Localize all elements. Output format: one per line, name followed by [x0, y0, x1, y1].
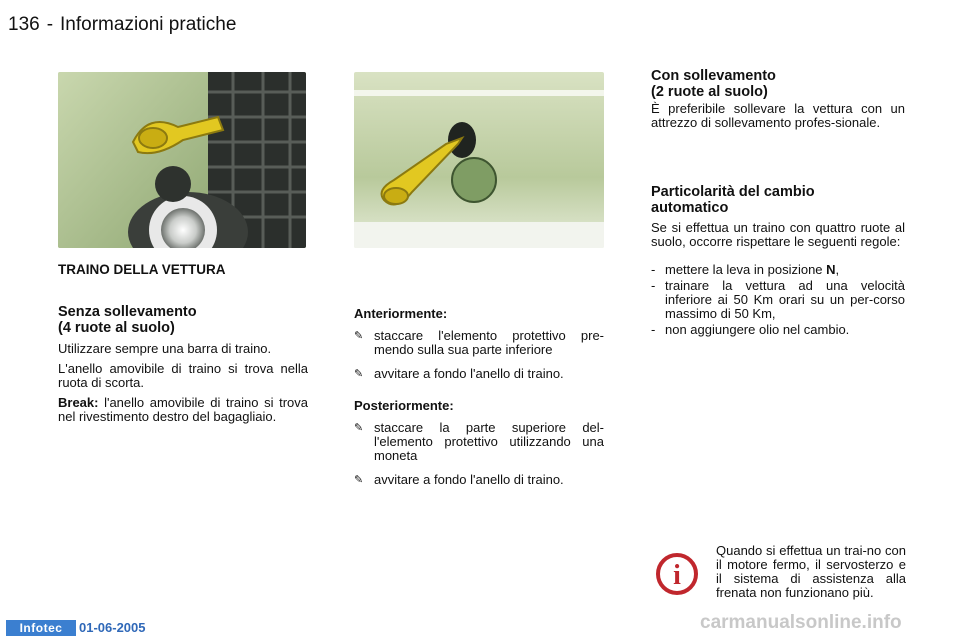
auto-rule-3-text: non aggiungere olio nel cambio.: [665, 322, 850, 337]
rear-item-1: [354, 421, 604, 463]
footer-date: 01-06-2005: [79, 620, 146, 635]
front-tow-photo: [58, 72, 306, 248]
pencil-bullet-icon: ✎: [354, 474, 364, 486]
info-letter: i: [673, 560, 681, 591]
lift-text: È preferibile sollevare la vettura con un attrezzo di sollevamento profes-sionale.: [651, 101, 905, 130]
front-item-2-text: avvitare a fondo l'anello di traino.: [374, 366, 564, 381]
auto-title-line2: automatico: [651, 200, 729, 216]
front-label: Anteriormente:: [354, 306, 448, 321]
auto-rule-2-text: trainare la vettura ad una velocità inferiore ai 50 Km orari su un per-corso massimo di 50 Km,: [665, 278, 905, 321]
front-item-1-text: staccare l'elemento protettivo pre-mendo sulla sua parte inferiore: [374, 328, 604, 357]
auto-title-line1: Particolarità del cambio: [651, 184, 815, 200]
pencil-bullet-icon: ✎: [354, 330, 364, 342]
front-tow-illustration: [58, 72, 306, 248]
rear-item-1-text: staccare la parte superiore del-l'elemento protettivo utilizzando una moneta: [374, 420, 604, 463]
rear-tow-illustration: [354, 72, 604, 248]
dash-marker: -: [651, 322, 656, 337]
dash-marker: -: [651, 262, 656, 277]
page-number: 136: [8, 14, 40, 35]
main-title: TRAINO DELLA VETTURA: [58, 262, 226, 277]
no-lift-title-line2: (4 ruote al suolo): [58, 320, 175, 336]
watermark: carmanualsonline.info: [700, 612, 902, 633]
no-lift-body: [58, 342, 308, 430]
break-label: Break:: [58, 395, 99, 410]
auto-rules-list: [651, 263, 905, 339]
gear-n: N: [826, 262, 836, 277]
spare-wheel-text: L'anello amovibile di traino si trova nella ruota di scorta.: [58, 361, 308, 390]
page-title: Informazioni pratiche: [60, 14, 237, 35]
front-instructions: [354, 306, 604, 391]
tow-bar-text: Utilizzare sempre una barra di traino.: [58, 341, 272, 356]
dash-marker: -: [651, 278, 656, 293]
info-icon: [655, 552, 699, 596]
lift-title-line2: (2 ruote al suolo): [651, 84, 768, 100]
auto-rule-2: [651, 279, 905, 321]
info-circle-icon: [655, 552, 699, 596]
page-header: [8, 14, 243, 36]
rear-item-2: [354, 473, 604, 487]
rear-instructions: [354, 398, 604, 497]
rear-item-2-text: avvitare a fondo l'anello di traino.: [374, 472, 564, 487]
break-text: l'anello amovibile di traino si trova nel rivestimento destro del bagagliaio.: [58, 395, 308, 424]
rear-tow-photo: [354, 72, 604, 248]
rear-label: Posteriormente:: [354, 398, 454, 413]
front-item-2: [354, 367, 604, 381]
no-lift-title: [58, 304, 308, 336]
pencil-bullet-icon: ✎: [354, 368, 364, 380]
info-note: Quando si effettua un trai-no con il motore fermo, il servosterzo e il sistema di assistenza alla frenata non funzionano più.: [716, 543, 906, 600]
auto-rule-3: [651, 323, 905, 337]
auto-gearbox-text: Se si effettua un traino con quattro ruote al suolo, occorre rispettare le seguenti regole:: [651, 220, 905, 249]
auto-gearbox-title: [651, 184, 905, 216]
front-item-1: [354, 329, 604, 357]
infotec-logo: Infotec: [6, 620, 76, 636]
no-lift-title-line1: Senza sollevamento: [58, 304, 197, 320]
lift-title-line1: Con sollevamento: [651, 68, 776, 84]
auto-rule-1: [651, 263, 905, 277]
break-note: [58, 396, 308, 424]
auto-rule-1-suffix: ,: [835, 262, 840, 277]
pencil-bullet-icon: ✎: [354, 422, 364, 434]
lift-title: [651, 68, 905, 100]
header-separator: -: [46, 14, 54, 35]
auto-rule-1-prefix: mettere la leva in posizione: [665, 262, 827, 277]
